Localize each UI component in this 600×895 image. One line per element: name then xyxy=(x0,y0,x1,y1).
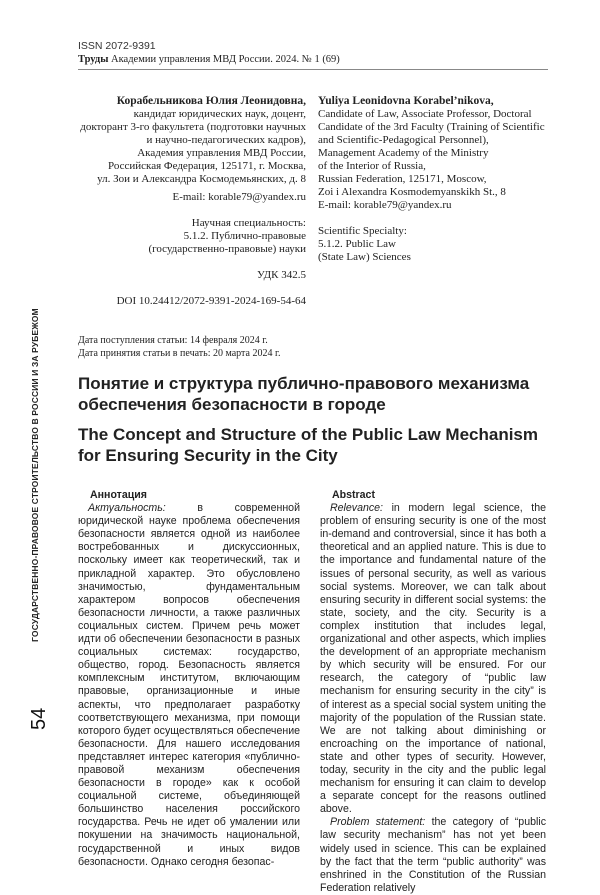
date-received: Дата поступления статьи: 14 февраля 2024 г. xyxy=(78,335,268,346)
author-line: Zoi i Alexandra Kosmodemyanskikh St., 8 xyxy=(318,186,506,198)
author-line: Russian Federation, 125171, Moscow, xyxy=(318,173,487,185)
abstract-text-ru: в современной юридической науке проблема обеспечения безопасности является одной из наиболее востребованных и дискуссионных, поскольку имеет как теоретический, так и прикладной характер. Это обусловлено значимостью, фундаментальным характером вопросов обеспечения безопасности личности, а также различных социальных систем. Причем речь может идти об обеспечении безопасности в разных социальных системах: государство, общество, город. Безопасность является комплексным институтом, включающим правовые, организационные и иные аспекты, что предполагает разработку соответствующего механизма, при помощи которого будет осуществляться обеспечение безопасности. Для нашего исследования представляет интерес категория «публично-правовой механизм обеспечения безопасности в городе» как к особой социальной системе, объединяющей большинство населения российского государства. Речь не идет об умалении или покушении на значимость национальной, государственной и иных видов безопасности. Однако сегодня безопас- xyxy=(78,502,300,868)
author-line: Candidate of Law, Associate Professor, Doctoral xyxy=(318,108,532,120)
journal-bold: Труды xyxy=(78,54,109,65)
author-line: докторант 3-го факультета (подготовки научных xyxy=(80,121,306,133)
journal-rest: Академии управления МВД России. 2024. № 1 (69) xyxy=(111,54,340,65)
abstract-paragraph-en xyxy=(320,502,546,816)
issn-line: ISSN 2072-9391 xyxy=(78,40,156,52)
abstract-text2-en: the category of “public law security mechanism” has not yet been widely used in science. This can be explained by the fact that the term “public authority” was enshrined in the Constitution of the Russian Federation relatively xyxy=(320,816,546,894)
author-line: кандидат юридических наук, доцент, xyxy=(133,108,306,120)
abstract-paragraph-ru xyxy=(78,502,300,869)
author-line: Российская Федерация, 125171, г. Москва, xyxy=(108,160,306,172)
author-line: и научно-педагогических кадров), xyxy=(146,134,306,146)
author-block-ru xyxy=(78,95,306,308)
specialty-ru: 5.1.2. Публично-правовые xyxy=(183,230,306,242)
abstract-heading-en: Abstract xyxy=(332,489,375,501)
specialty-label-ru: Научная специальность: xyxy=(191,217,306,229)
author-line: Candidate of the 3rd Faculty (Training of Scientific xyxy=(318,121,545,133)
author-email-en: E-mail: korable79@yandex.ru xyxy=(318,199,452,211)
specialty-en: 5.1.2. Public Law xyxy=(318,238,396,250)
abstract-lead-ru: Актуальность: xyxy=(88,502,166,515)
article-title-en: The Concept and Structure of the Public Law Mechanism for Ensuring Security in the City xyxy=(78,425,539,465)
abstract-ru xyxy=(78,489,300,869)
author-name-ru: Корабельникова Юлия Леонидовна, xyxy=(116,95,306,107)
journal-line xyxy=(78,54,340,65)
udk: УДК 342.5 xyxy=(256,269,306,281)
abstract-lead2-en: Problem statement: xyxy=(330,816,426,829)
abstract-text-en: in modern legal science, the problem of ensuring security is one of the most in-demand and controversial, since it has both a theoretical and an applied nature. This is due to the importance and fundamental nature of the issues of personal security, as well as various social systems. Moreover, we can talk about ensuring security in different social systems: the state, society, and the city. Security is a complex institution that includes legal, organizational and other aspects, which implies the development of an appropriate mechanism by which security will be ensured. For our research, the category of “public law mechanism for ensuring security in the city” is of interest as a special social system uniting the majority of the population of the Russian state. We are not talking about diminishing or encroaching on the importance of national, state and other types of security. However, today, security in the city and the public legal mechanism for ensuring it can claim to develop a separate concept for the reasons outlined above. xyxy=(320,502,546,816)
author-line: ул. Зои и Александра Космодемьянских, д. 8 xyxy=(97,173,306,185)
section-vertical-title: ГОСУДАРСТВЕННО-ПРАВОВОЕ СТРОИТЕЛЬСТВО В РОССИИ И ЗА РУБЕЖОМ xyxy=(30,308,40,642)
author-email-ru: E-mail: korable79@yandex.ru xyxy=(172,191,306,203)
abstract-paragraph-en-2 xyxy=(320,816,546,895)
author-line: and Scientific-Pedagogical Personnel), xyxy=(318,134,489,146)
specialty-label-en: Scientific Specialty: xyxy=(318,225,407,237)
author-line: Академия управления МВД России, xyxy=(137,147,306,159)
author-line: Management Academy of the Ministry xyxy=(318,147,489,159)
header-rule xyxy=(78,69,548,70)
abstract-lead-en: Relevance: xyxy=(330,502,383,515)
date-accepted: Дата принятия статьи в печать: 20 марта 2024 г. xyxy=(78,347,281,359)
article-title-ru: Понятие и структура публично-правового механизма обеспечения безопасности в городе xyxy=(78,374,530,414)
article-dates xyxy=(78,335,280,360)
abstract-heading-ru: Аннотация xyxy=(90,489,147,501)
author-name-en: Yuliya Leonidovna Korabel’nikova, xyxy=(318,95,494,107)
page-number: 54 xyxy=(28,707,50,730)
specialty-en: (State Law) Sciences xyxy=(318,251,411,263)
author-line: of the Interior of Russia, xyxy=(318,160,426,172)
abstract-en xyxy=(320,489,546,895)
author-block-en xyxy=(318,95,558,264)
specialty-ru: (государственно-правовые) науки xyxy=(148,243,306,255)
doi: DOI 10.24412/2072-9391-2024-169-54-64 xyxy=(116,295,306,307)
